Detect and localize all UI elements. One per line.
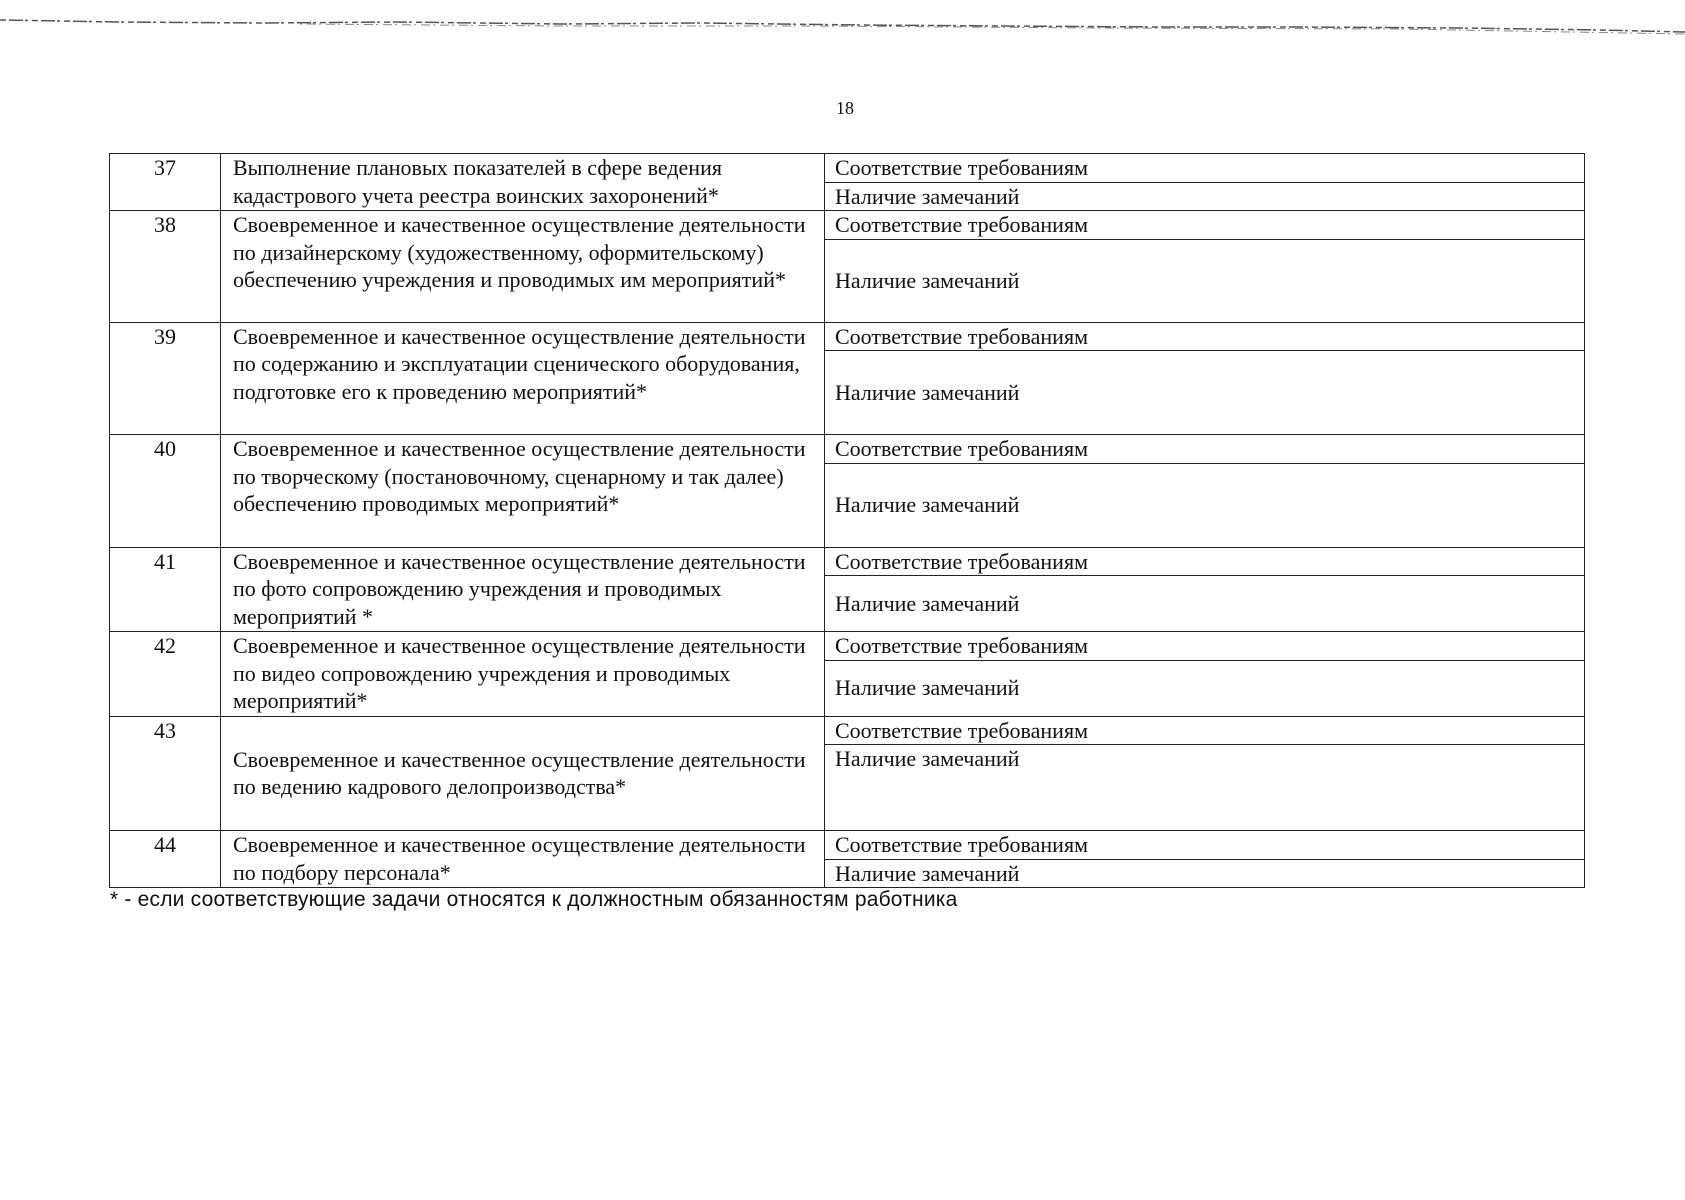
table-row xyxy=(110,322,1585,351)
option-compliance: Соответствие требованиям xyxy=(825,211,1585,240)
option-compliance: Соответствие требованиям xyxy=(825,547,1585,576)
row-number: 41 xyxy=(110,547,221,632)
option-remarks: Наличие замечаний xyxy=(825,660,1585,716)
row-number: 44 xyxy=(110,831,221,888)
option-remarks: Наличие замечаний xyxy=(825,859,1585,888)
page-number: 18 xyxy=(836,98,854,118)
criteria-table xyxy=(109,153,1585,888)
table-row xyxy=(110,547,1585,576)
option-compliance: Соответствие требованиям xyxy=(825,632,1585,661)
row-number: 42 xyxy=(110,632,221,717)
option-remarks: Наличие замечаний xyxy=(825,745,1585,831)
scan-edge-artifact xyxy=(0,14,1685,54)
row-number: 38 xyxy=(110,211,221,323)
table-row xyxy=(110,154,1585,183)
row-description: Своевременное и качественное осуществление деятельности по содержанию и эксплуатации сценического оборудования, подготовке его к проведению мероприятий* xyxy=(221,322,825,435)
option-compliance: Соответствие требованиям xyxy=(825,435,1585,464)
row-description: Своевременное и качественное осуществление деятельности по ведению кадрового делопроизводства* xyxy=(221,716,825,831)
table-row xyxy=(110,716,1585,745)
row-description: Выполнение плановых показателей в сфере ведения кадастрового учета реестра воинских захоронений* xyxy=(221,154,825,211)
table-row xyxy=(110,632,1585,661)
option-remarks: Наличие замечаний xyxy=(825,351,1585,435)
option-compliance: Соответствие требованиям xyxy=(825,154,1585,183)
row-description: Своевременное и качественное осуществление деятельности по фото сопровождению учреждения и проводимых мероприятий * xyxy=(221,547,825,632)
row-description: Своевременное и качественное осуществление деятельности по дизайнерскому (художественному, оформительскому) обеспечению учреждения и проводимых им мероприятий* xyxy=(221,211,825,323)
table-row xyxy=(110,831,1585,860)
row-description: Своевременное и качественное осуществление деятельности по творческому (постановочному, сценарному и так далее) обеспечению проводимых мероприятий* xyxy=(221,435,825,548)
option-compliance: Соответствие требованиям xyxy=(825,831,1585,860)
row-description: Своевременное и качественное осуществление деятельности по видео сопровождению учреждения и проводимых мероприятий* xyxy=(221,632,825,717)
row-number: 43 xyxy=(110,716,221,831)
row-number: 37 xyxy=(110,154,221,211)
option-remarks: Наличие замечаний xyxy=(825,576,1585,632)
option-remarks: Наличие замечаний xyxy=(825,239,1585,322)
option-compliance: Соответствие требованиям xyxy=(825,322,1585,351)
row-description: Своевременное и качественное осуществление деятельности по подбору персонала* xyxy=(221,831,825,888)
option-compliance: Соответствие требованиям xyxy=(825,716,1585,745)
table-row xyxy=(110,435,1585,464)
option-remarks: Наличие замечаний xyxy=(825,463,1585,547)
table-row xyxy=(110,211,1585,240)
option-remarks: Наличие замечаний xyxy=(825,182,1585,211)
row-number: 40 xyxy=(110,435,221,548)
footnote: * - если соответствующие задачи относятся к должностным обязанностям работника xyxy=(110,888,958,911)
row-number: 39 xyxy=(110,322,221,435)
